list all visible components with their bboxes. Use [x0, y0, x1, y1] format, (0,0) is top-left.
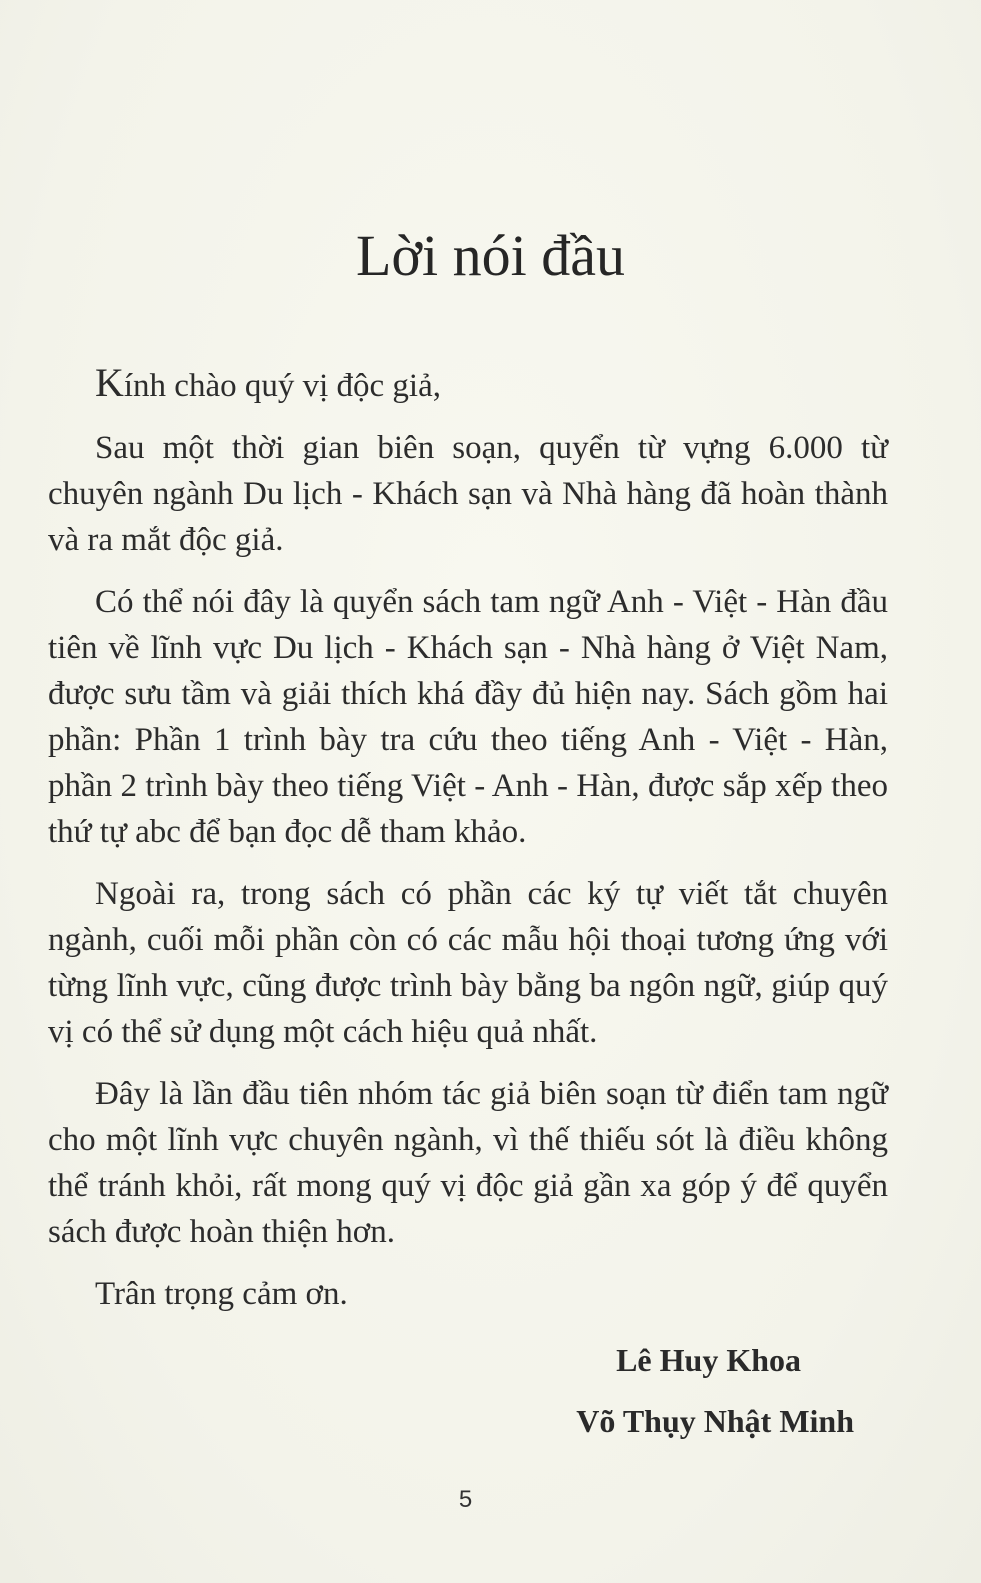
- paragraph-4: Đây là lần đầu tiên nhóm tác giả biên soạn từ điển tam ngữ cho một lĩnh vực chuyên ngành, vì thế thiếu sót là điều không thể tránh khỏi, rất mong quý vị độc giả gần xa góp ý để quyển sách được hoàn thiện hơn.: [48, 1076, 888, 1250]
- page-number: 5: [458, 1486, 473, 1513]
- paragraph-2: Có thể nói đây là quyển sách tam ngữ Anh - Việt - Hàn đầu tiên về lĩnh vực Du lịch - Khách sạn - Nhà hàng ở Việt Nam, được sưu tầm và giải thích khá đầy đủ hiện nay. Sách gồm hai phần: Phần 1 trình bày tra cứu theo tiếng Anh - Việt - Hàn, phần 2 trình bày theo tiếng Việt - Anh - Hàn, được sắp xếp theo thứ tự abc để bạn đọc dễ tham khảo.: [48, 584, 888, 850]
- greeting-paragraph: [48, 360, 888, 409]
- paragraph-1: Sau một thời gian biên soạn, quyển từ vựng 6.000 từ chuyên ngành Du lịch - Khách sạn và Nhà hàng đã hoàn thành và ra mắt độc giả.: [48, 430, 888, 558]
- preface-body: [48, 360, 888, 1333]
- author-signatures: [576, 1330, 854, 1452]
- greeting-initial: K: [95, 360, 124, 405]
- greeting-text: ính chào quý vị độc giả,: [123, 368, 441, 404]
- closing-line: Trân trọng cảm ơn.: [95, 1276, 348, 1312]
- author-name-2: Võ Thụy Nhật Minh: [576, 1403, 854, 1439]
- author-name-1: Lê Huy Khoa: [616, 1342, 801, 1378]
- paragraph-3: Ngoài ra, trong sách có phần các ký tự viết tắt chuyên ngành, cuối mỗi phần còn có các mẫu hội thoại tương ứng với từng lĩnh vực, cũng được trình bày bằng ba ngôn ngữ, giúp quý vị có thể sử dụng một cách hiệu quả nhất.: [48, 876, 888, 1050]
- page-title: Lời nói đầu: [355, 223, 626, 288]
